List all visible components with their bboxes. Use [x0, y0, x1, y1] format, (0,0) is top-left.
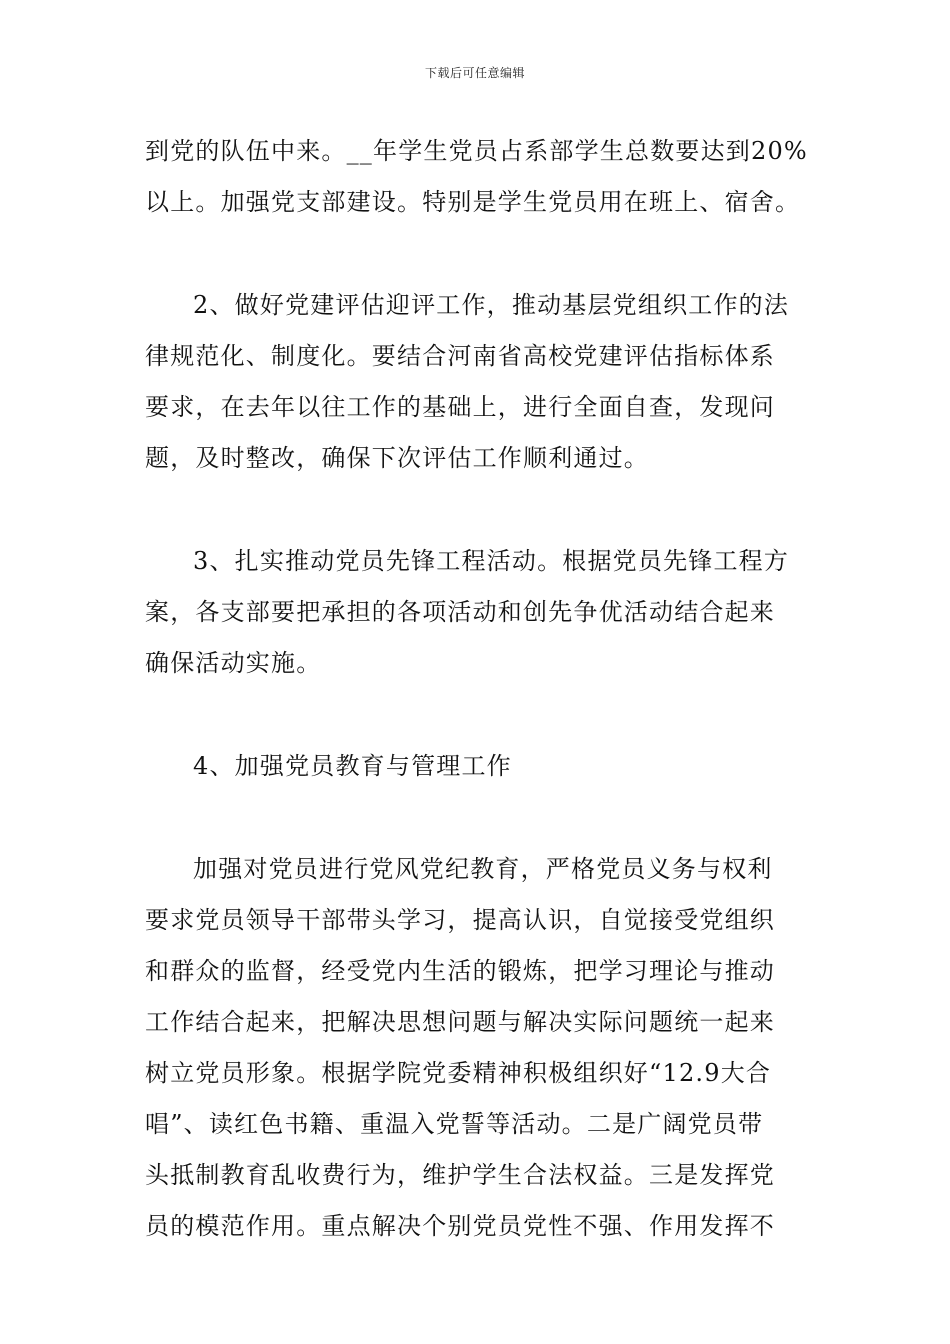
text-line: 题，及时整改，确保下次评估工作顺利通过。 [145, 444, 649, 472]
text-line: 树立党员形象。根据学院党委精神积极组织好“12.9大合 [145, 1059, 772, 1087]
text-line: 3、扎实推动党员先锋工程活动。根据党员先锋工程方 [193, 547, 790, 575]
text-line: 要求，在去年以往工作的基础上，进行全面自查，发现问 [145, 393, 775, 421]
text-line: 2、做好党建评估迎评工作，推动基层党组织工作的法 [193, 291, 790, 319]
text-line: 律规范化、制度化。要结合河南省高校党建评估指标体系 [145, 342, 775, 370]
text-line: 4、加强党员教育与管理工作 [193, 752, 512, 780]
text-line: 案，各支部要把承担的各项活动和创先争优活动结合起来 [145, 598, 775, 626]
paragraph-item-2 [145, 280, 810, 484]
text-line: 和群众的监督，经受党内生活的锻炼，把学习理论与推动 [145, 957, 775, 985]
paragraph-item-3 [145, 536, 810, 689]
text-line: 确保活动实施。 [145, 649, 322, 677]
text-line: 要求党员领导干部带头学习，提高认识，自觉接受党组织 [145, 906, 775, 934]
text-line: 员的模范作用。重点解决个别党员党性不强、作用发挥不 [145, 1212, 775, 1240]
text-line: 唱”、读红色书籍、重温入党誓等活动。二是广阔党员带 [145, 1110, 764, 1138]
text-line: 到党的队伍中来。__年学生党员占系部学生总数要达到20% [145, 137, 808, 165]
paragraph-item-4-heading [145, 741, 810, 792]
text-line: 以上。加强党支部建设。特别是学生党员用在班上、宿舍。 [145, 188, 801, 216]
paragraph-education [145, 844, 810, 1252]
paragraph-continuation [145, 126, 810, 228]
document-body [145, 126, 810, 1304]
text-line: 工作结合起来，把解决思想问题与解决实际问题统一起来 [145, 1008, 775, 1036]
text-line: 加强对党员进行党风党纪教育，严格党员义务与权利 [193, 855, 773, 883]
text-line: 头抵制教育乱收费行为，维护学生合法权益。三是发挥党 [145, 1161, 775, 1189]
page-header: 下载后可任意编辑 [424, 66, 525, 80]
